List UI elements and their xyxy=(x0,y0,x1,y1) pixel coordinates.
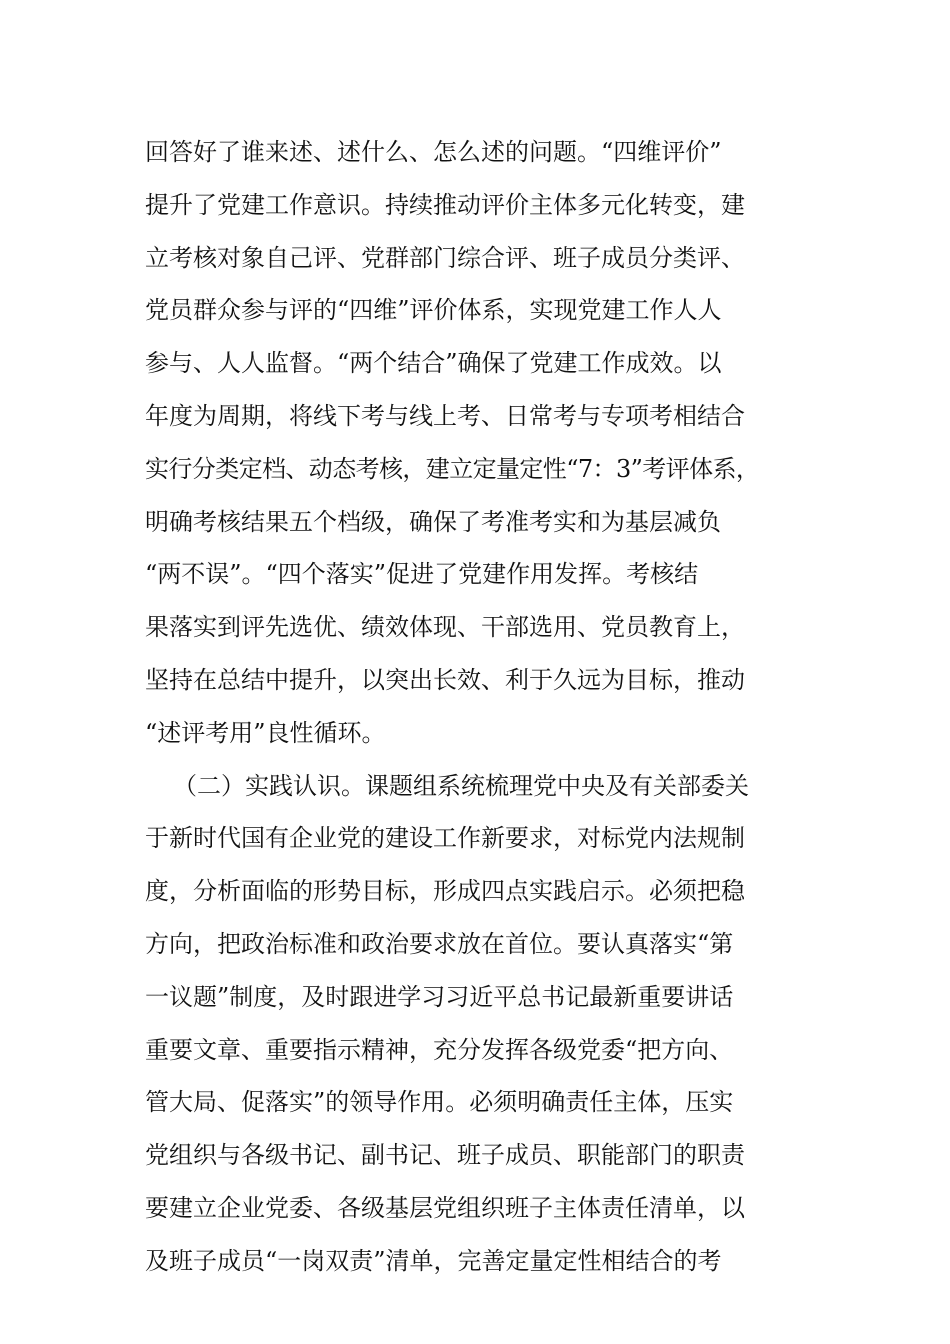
text-line: 立考核对象自己评、党群部门综合评、班子成员分类评、 xyxy=(145,243,745,272)
text-line: 要建立企业党委、各级基层党组织班子主体责任清单，以 xyxy=(145,1193,745,1222)
text-line: 一议题”制度，及时跟进学习习近平总书记最新重要讲话 xyxy=(145,982,734,1011)
text-line: 参与、人人监督。“两个结合”确保了党建工作成效。以 xyxy=(145,349,722,378)
text-line: 党员群众参与评的“四维”评价体系，实现党建工作人人 xyxy=(145,296,722,325)
text-line: 回答好了谁来述、述什么、怎么述的问题。“四维评价” xyxy=(145,138,722,166)
text-line: 果落实到评先选优、绩效体现、干部选用、党员教育上， xyxy=(145,613,745,642)
text-line: 提升了党建工作意识。持续推动评价主体多元化转变，建 xyxy=(145,190,745,219)
text-line: 明确考核结果五个档级，确保了考准考实和为基层减负 xyxy=(145,507,721,536)
text-line: 及班子成员“一岗双责”清单，完善定量定性相结合的考 xyxy=(145,1246,722,1275)
text-line: 度，分析面临的形势目标，形成四点实践启示。必须把稳 xyxy=(145,877,745,906)
text-line: 方向，把政治标准和政治要求放在首位。要认真落实“第 xyxy=(145,929,734,958)
text-line: “述评考用”良性循环。 xyxy=(145,718,386,747)
body-text xyxy=(145,126,825,1288)
text-line: 坚持在总结中提升，以突出长效、利于久远为目标，推动 xyxy=(145,665,745,694)
text-line: 党组织与各级书记、副书记、班子成员、职能部门的职责 xyxy=(145,1141,745,1170)
text-line: 实行分类定档、动态考核，建立定量定性“7：3”考评体系， xyxy=(145,454,760,483)
text-line: “两不误”。“四个落实”促进了党建作用发挥。考核结 xyxy=(145,560,699,589)
text-line: 管大局、促落实”的领导作用。必须明确责任主体，压实 xyxy=(145,1088,734,1117)
text-line: 于新时代国有企业党的建设工作新要求，对标党内法规制 xyxy=(145,824,745,853)
text-line: 年度为周期，将线下考与线上考、日常考与专项考相结合 xyxy=(145,401,745,430)
section-heading-line: （二）实践认识。课题组系统梳理党中央及有关部委关 xyxy=(173,771,749,800)
text-line: 重要文章、重要指示精神，充分发挥各级党委“把方向、 xyxy=(145,1035,734,1064)
